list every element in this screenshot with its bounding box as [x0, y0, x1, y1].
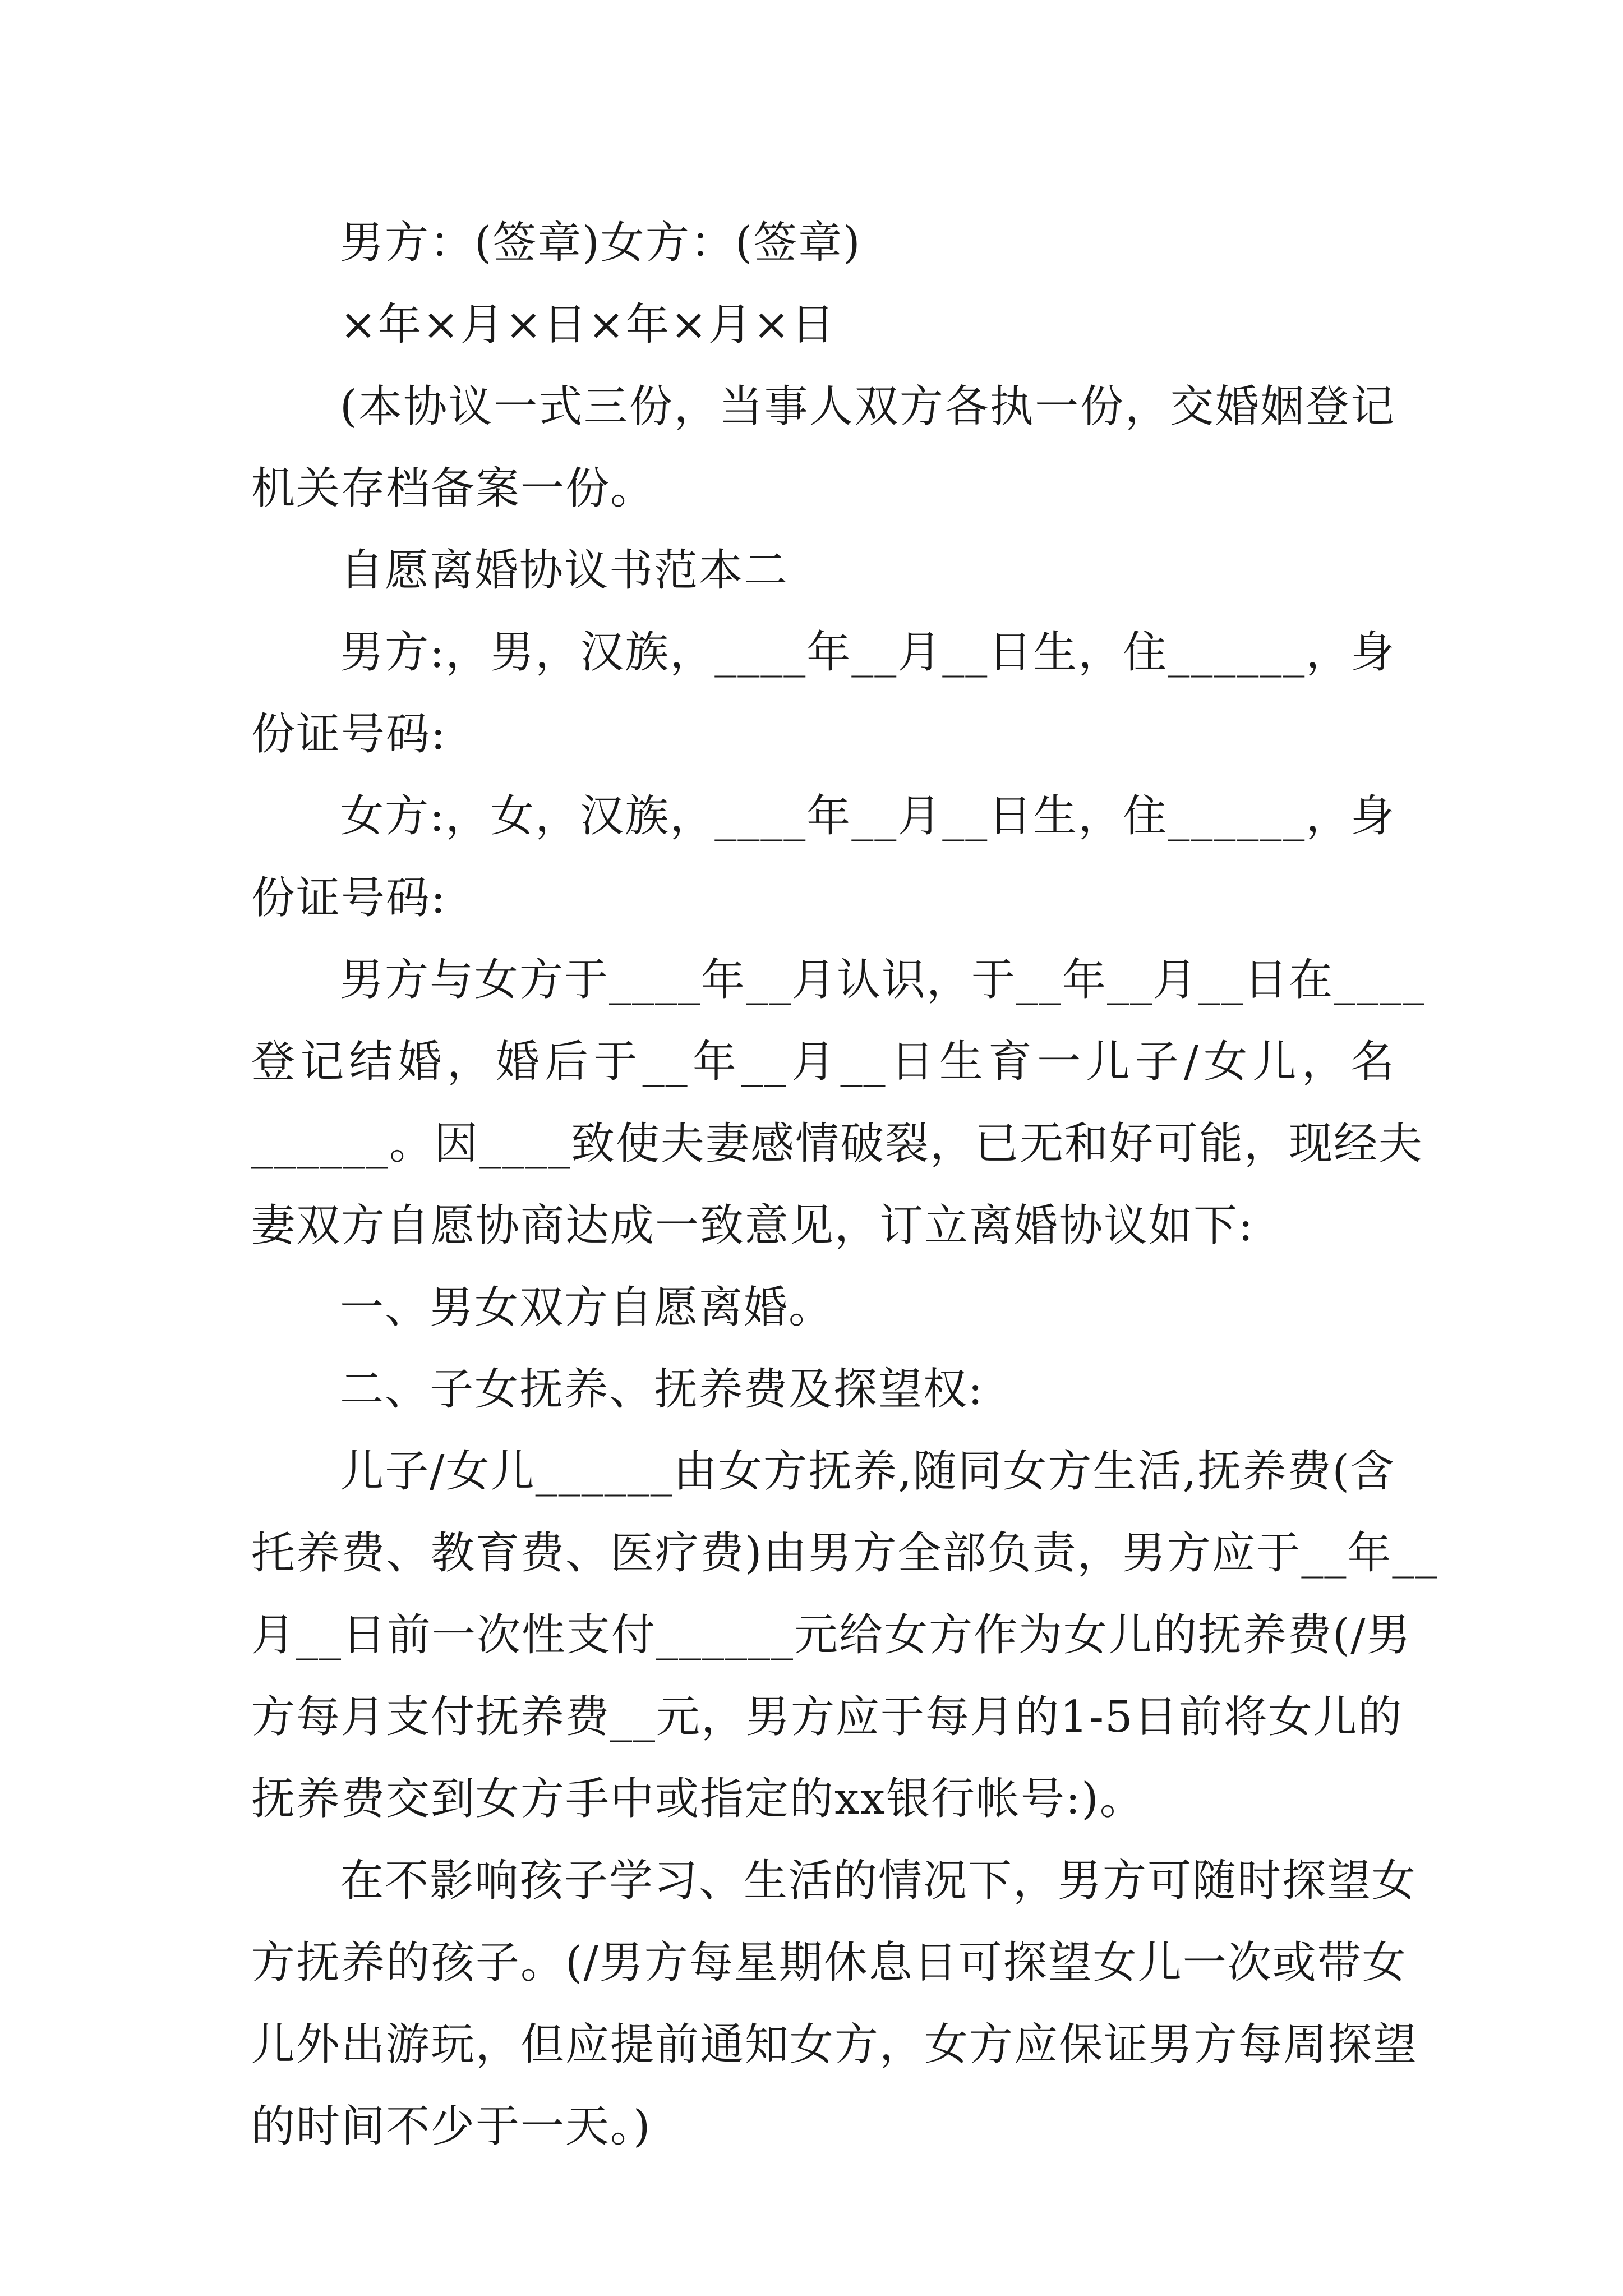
female-party-line-2: 份证号码:: [251, 873, 447, 923]
copies-note-line-2: 机关存档备案一份。: [251, 463, 656, 514]
clause-1: 一、男女双方自愿离婚。: [340, 1282, 834, 1333]
clause-2-heading: 二、子女抚养、抚养费及探望权:: [340, 1364, 984, 1415]
visitation-line-2: 方抚养的孩子。(/男方每星期休息日可探望女儿一次或带女: [251, 1938, 1407, 1988]
document-page: [251, 202, 1438, 2168]
copies-note-line-1: (本协议一式三份，当事人双方各执一份，交婚姻登记: [340, 381, 1395, 432]
custody-line-4: 方每月支付抚养费__元，男方应于每月的1-5日前将女儿的: [251, 1692, 1403, 1742]
background-line-2: 登记结婚，婚后于__年__月__日生育一儿子/女儿，名: [251, 1037, 1395, 1087]
visitation-line-3: 儿外出游玩，但应提前通知女方，女方应保证男方每周探望: [251, 2019, 1418, 2070]
male-party-line-1: 男方:，男，汉族，____年__月__日生，住______，身: [340, 627, 1396, 678]
visitation-line-4: 的时间不少于一天。): [251, 2101, 652, 2152]
female-party-line-1: 女方:，女，汉族，____年__月__日生，住______，身: [340, 791, 1396, 841]
background-line-4: 妻双方自愿协商达成一致意见，订立离婚协议如下:: [251, 1200, 1255, 1251]
section-title: 自愿离婚协议书范本二: [340, 545, 789, 596]
date-line: ×年×月×日×年×月×日: [340, 300, 836, 350]
custody-line-3: 月__日前一次性支付______元给女方作为女儿的抚养费(/男: [251, 1610, 1412, 1660]
custody-line-2: 托养费、教育费、医疗费)由男方全部负责，男方应于__年__: [251, 1528, 1438, 1579]
male-party-line-2: 份证号码:: [251, 709, 447, 760]
signature-line: 男方：(签章)女方：(签章): [340, 218, 861, 268]
custody-line-1: 儿子/女儿______由女方抚养,随同女方生活,抚养费(含: [340, 1446, 1395, 1497]
custody-line-5: 抚养费交到女方手中或指定的xx银行帐号:)。: [251, 1774, 1145, 1824]
background-line-3: ______。因____致使夫妻感情破裂，已无和好可能，现经夫: [251, 1119, 1424, 1169]
background-line-1: 男方与女方于____年__月认识，于__年__月__日在____: [340, 955, 1426, 1005]
visitation-line-1: 在不影响孩子学习、生活的情况下，男方可随时探望女: [340, 1856, 1417, 1906]
